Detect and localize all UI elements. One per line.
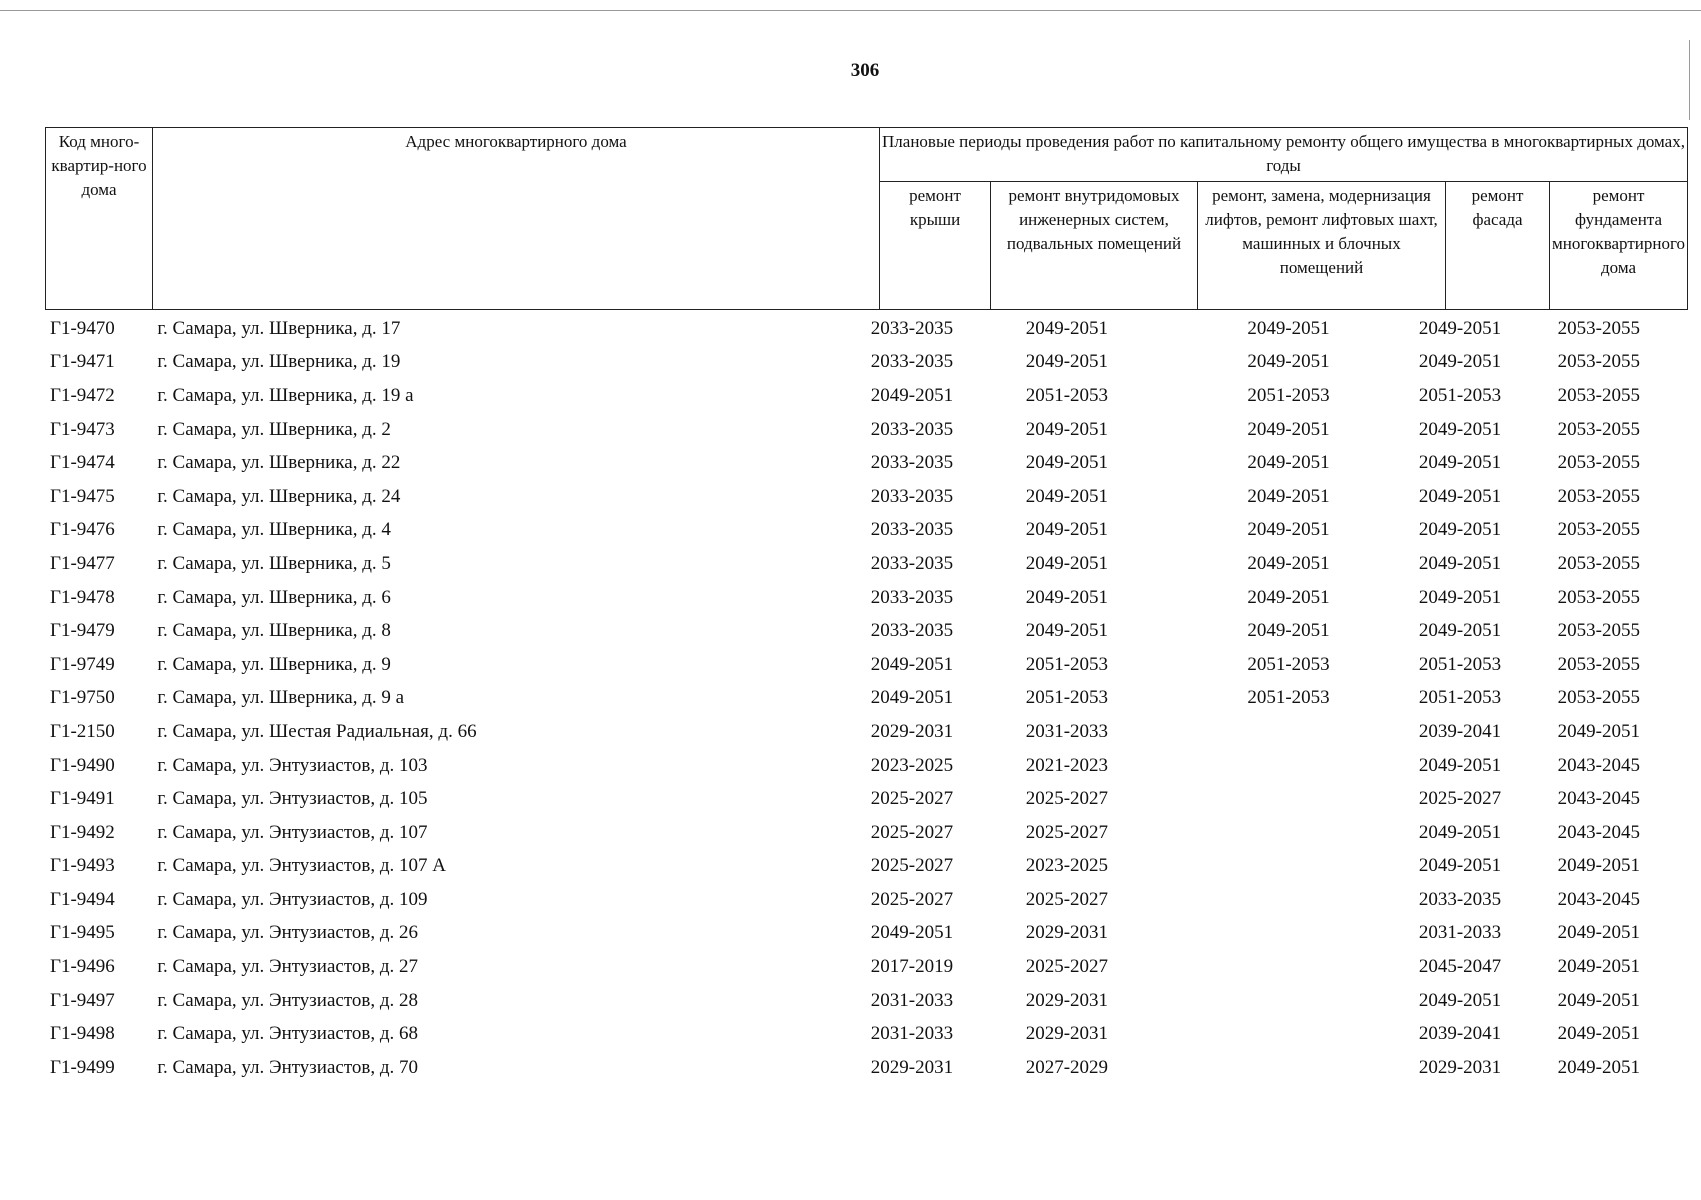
cell-foundation: 2053-2055	[1557, 653, 1640, 675]
cell-lifts: 2049-2051	[1247, 620, 1330, 642]
cell-address: г. Самара, ул. Шверника, д. 4	[157, 519, 391, 541]
cell-address: г. Самара, ул. Шверника, д. 17	[157, 317, 401, 339]
cell-address: г. Самара, ул. Шверника, д. 19 а	[157, 384, 414, 406]
cell-address: г. Самара, ул. Энтузиастов, д. 107 А	[157, 855, 447, 877]
table-row	[45, 581, 1687, 615]
header-address: Адрес многоквартирного дома	[153, 128, 880, 310]
cell-facade: 2049-2051	[1418, 620, 1502, 642]
cell-address: г. Самара, ул. Шверника, д. 8	[157, 620, 391, 642]
table-row	[45, 984, 1687, 1018]
cell-lifts: 2049-2051	[1247, 586, 1330, 608]
cell-address: г. Самара, ул. Энтузиастов, д. 109	[157, 888, 428, 910]
cell-facade: 2049-2051	[1418, 754, 1502, 776]
table-row	[45, 883, 1687, 917]
cell-lifts: 2049-2051	[1247, 418, 1330, 440]
cell-roof: 2031-2033	[870, 1023, 954, 1045]
cell-lifts: 2049-2051	[1247, 452, 1330, 474]
cell-foundation: 2043-2045	[1557, 754, 1640, 776]
cell-facade: 2051-2053	[1418, 384, 1502, 406]
cell-roof: 2029-2031	[870, 1056, 954, 1078]
table-row	[45, 782, 1687, 816]
cell-engineering: 2027-2029	[1025, 1056, 1109, 1078]
header-foundation: ремонт фундамента многоквартирного дома	[1550, 182, 1688, 310]
cell-address: г. Самара, ул. Энтузиастов, д. 103	[157, 754, 428, 776]
cell-code: Г1-9479	[50, 620, 115, 642]
cell-address: г. Самара, ул. Шверника, д. 9	[157, 653, 391, 675]
cell-roof: 2017-2019	[870, 956, 954, 978]
cell-code: Г1-9478	[50, 586, 115, 608]
cell-lifts: 2049-2051	[1247, 485, 1330, 507]
cell-engineering: 2029-2031	[1025, 989, 1109, 1011]
table-row	[45, 514, 1687, 548]
cell-roof: 2033-2035	[870, 552, 954, 574]
cell-engineering: 2049-2051	[1025, 586, 1109, 608]
cell-roof: 2033-2035	[870, 519, 954, 541]
cell-engineering: 2025-2027	[1025, 788, 1109, 810]
cell-engineering: 2025-2027	[1025, 821, 1109, 843]
cell-engineering: 2029-2031	[1025, 1023, 1109, 1045]
cell-foundation: 2049-2051	[1557, 989, 1640, 1011]
table-row	[45, 715, 1687, 749]
scan-top-rule	[0, 10, 1701, 11]
cell-facade: 2049-2051	[1418, 989, 1502, 1011]
cell-lifts: 2049-2051	[1247, 519, 1330, 541]
cell-roof: 2049-2051	[870, 653, 954, 675]
table-body	[45, 312, 1687, 1085]
cell-facade: 2049-2051	[1418, 452, 1502, 474]
header-roof: ремонт крыши	[880, 182, 991, 310]
cell-engineering: 2049-2051	[1025, 351, 1109, 373]
cell-foundation: 2053-2055	[1557, 687, 1640, 709]
cell-facade: 2049-2051	[1418, 586, 1502, 608]
cell-roof: 2033-2035	[870, 620, 954, 642]
cell-facade: 2039-2041	[1418, 720, 1502, 742]
cell-engineering: 2025-2027	[1025, 956, 1109, 978]
table-row	[45, 917, 1687, 951]
cell-foundation: 2043-2045	[1557, 788, 1640, 810]
table-row	[45, 850, 1687, 884]
cell-code: Г1-9473	[50, 418, 115, 440]
cell-code: Г1-9490	[50, 754, 115, 776]
cell-facade: 2029-2031	[1418, 1056, 1502, 1078]
cell-facade: 2049-2051	[1418, 821, 1502, 843]
cell-address: г. Самара, ул. Шверника, д. 2	[157, 418, 391, 440]
cell-foundation: 2049-2051	[1557, 922, 1640, 944]
cell-facade: 2051-2053	[1418, 653, 1502, 675]
cell-engineering: 2021-2023	[1025, 754, 1109, 776]
table-row	[45, 312, 1687, 346]
cell-foundation: 2053-2055	[1557, 317, 1640, 339]
cell-address: г. Самара, ул. Шверника, д. 22	[157, 452, 401, 474]
cell-address: г. Самара, ул. Энтузиастов, д. 27	[157, 956, 419, 978]
cell-address: г. Самара, ул. Шверника, д. 6	[157, 586, 391, 608]
cell-foundation: 2049-2051	[1557, 720, 1640, 742]
cell-foundation: 2053-2055	[1557, 620, 1640, 642]
cell-code: Г1-9750	[50, 687, 115, 709]
cell-roof: 2031-2033	[870, 989, 954, 1011]
cell-code: Г1-9475	[50, 485, 115, 507]
table-row	[45, 446, 1687, 480]
cell-facade: 2025-2027	[1418, 788, 1502, 810]
table-row	[45, 816, 1687, 850]
cell-code: Г1-9749	[50, 653, 115, 675]
cell-address: г. Самара, ул. Энтузиастов, д. 70	[157, 1056, 419, 1078]
cell-engineering: 2049-2051	[1025, 519, 1109, 541]
cell-roof: 2023-2025	[870, 754, 954, 776]
cell-roof: 2025-2027	[870, 888, 954, 910]
cell-code: Г1-9491	[50, 788, 115, 810]
page-number: 306	[850, 60, 880, 81]
cell-code: Г1-9472	[50, 384, 115, 406]
cell-facade: 2033-2035	[1418, 888, 1502, 910]
cell-facade: 2031-2033	[1418, 922, 1502, 944]
cell-roof: 2033-2035	[870, 485, 954, 507]
cell-code: Г1-9476	[50, 519, 115, 541]
cell-engineering: 2049-2051	[1025, 620, 1109, 642]
cell-address: г. Самара, ул. Энтузиастов, д. 26	[157, 922, 419, 944]
table-row	[45, 1017, 1687, 1051]
cell-roof: 2033-2035	[870, 317, 954, 339]
table-row	[45, 682, 1687, 716]
cell-code: Г1-9496	[50, 956, 115, 978]
table-row	[45, 614, 1687, 648]
cell-address: г. Самара, ул. Шверника, д. 24	[157, 485, 401, 507]
cell-engineering: 2051-2053	[1025, 653, 1109, 675]
cell-foundation: 2053-2055	[1557, 586, 1640, 608]
cell-engineering: 2029-2031	[1025, 922, 1109, 944]
table-row	[45, 346, 1687, 380]
cell-code: Г1-9470	[50, 317, 115, 339]
cell-engineering: 2049-2051	[1025, 452, 1109, 474]
cell-address: г. Самара, ул. Шверника, д. 19	[157, 351, 401, 373]
cell-foundation: 2053-2055	[1557, 452, 1640, 474]
cell-code: Г1-9493	[50, 855, 115, 877]
cell-code: Г1-9471	[50, 351, 115, 373]
cell-roof: 2029-2031	[870, 720, 954, 742]
cell-facade: 2049-2051	[1418, 351, 1502, 373]
cell-foundation: 2053-2055	[1557, 418, 1640, 440]
table-row	[45, 413, 1687, 447]
cell-foundation: 2049-2051	[1557, 855, 1640, 877]
cell-roof: 2049-2051	[870, 384, 954, 406]
cell-foundation: 2049-2051	[1557, 956, 1640, 978]
cell-code: Г1-9474	[50, 452, 115, 474]
cell-engineering: 2049-2051	[1025, 485, 1109, 507]
table-row	[45, 547, 1687, 581]
table-row	[45, 480, 1687, 514]
cell-engineering: 2025-2027	[1025, 888, 1109, 910]
cell-code: Г1-9499	[50, 1056, 115, 1078]
cell-foundation: 2043-2045	[1557, 821, 1640, 843]
cell-roof: 2033-2035	[870, 351, 954, 373]
table-row	[45, 749, 1687, 783]
cell-facade: 2049-2051	[1418, 317, 1502, 339]
cell-roof: 2025-2027	[870, 788, 954, 810]
cell-facade: 2049-2051	[1418, 552, 1502, 574]
cell-lifts: 2051-2053	[1247, 384, 1330, 406]
cell-address: г. Самара, ул. Энтузиастов, д. 107	[157, 821, 428, 843]
cell-lifts: 2049-2051	[1247, 317, 1330, 339]
table-row	[45, 950, 1687, 984]
cell-facade: 2049-2051	[1418, 519, 1502, 541]
cell-engineering: 2023-2025	[1025, 855, 1109, 877]
cell-address: г. Самара, ул. Шверника, д. 5	[157, 552, 391, 574]
cell-address: г. Самара, ул. Шверника, д. 9 а	[157, 687, 405, 709]
header-engineering: ремонт внутридомовых инженерных систем, подвальных помещений	[991, 182, 1198, 310]
cell-address: г. Самара, ул. Энтузиастов, д. 28	[157, 989, 419, 1011]
cell-facade: 2049-2051	[1418, 855, 1502, 877]
cell-foundation: 2049-2051	[1557, 1056, 1640, 1078]
cell-facade: 2045-2047	[1418, 956, 1502, 978]
cell-roof: 2049-2051	[870, 922, 954, 944]
header-code: Код много-квартир-ного дома	[46, 128, 153, 310]
cell-foundation: 2053-2055	[1557, 485, 1640, 507]
cell-code: Г1-2150	[50, 720, 115, 742]
cell-foundation: 2053-2055	[1557, 519, 1640, 541]
cell-lifts: 2051-2053	[1247, 653, 1330, 675]
cell-address: г. Самара, ул. Энтузиастов, д. 105	[157, 788, 428, 810]
table-header	[45, 127, 1688, 310]
cell-engineering: 2051-2053	[1025, 384, 1109, 406]
cell-lifts: 2051-2053	[1247, 687, 1330, 709]
cell-address: г. Самара, ул. Энтузиастов, д. 68	[157, 1023, 419, 1045]
cell-foundation: 2049-2051	[1557, 1023, 1640, 1045]
cell-engineering: 2051-2053	[1025, 687, 1109, 709]
cell-lifts: 2049-2051	[1247, 351, 1330, 373]
table-row	[45, 1051, 1687, 1085]
cell-roof: 2025-2027	[870, 855, 954, 877]
cell-roof: 2049-2051	[870, 687, 954, 709]
cell-address: г. Самара, ул. Шестая Радиальная, д. 66	[157, 720, 477, 742]
cell-foundation: 2053-2055	[1557, 351, 1640, 373]
cell-facade: 2049-2051	[1418, 485, 1502, 507]
cell-facade: 2051-2053	[1418, 687, 1502, 709]
cell-roof: 2033-2035	[870, 418, 954, 440]
cell-code: Г1-9492	[50, 821, 115, 843]
cell-engineering: 2049-2051	[1025, 552, 1109, 574]
cell-code: Г1-9498	[50, 1023, 115, 1045]
cell-code: Г1-9477	[50, 552, 115, 574]
header-lifts: ремонт, замена, модернизация лифтов, ремонт лифтовых шахт, машинных и блочных помещений	[1198, 182, 1446, 310]
cell-engineering: 2049-2051	[1025, 317, 1109, 339]
header-facade: ремонт фасада	[1446, 182, 1550, 310]
cell-foundation: 2053-2055	[1557, 384, 1640, 406]
cell-code: Г1-9494	[50, 888, 115, 910]
header-periods: Плановые периоды проведения работ по капитальному ремонту общего имущества в многоквартирных домах, годы	[880, 128, 1688, 182]
cell-engineering: 2031-2033	[1025, 720, 1109, 742]
cell-facade: 2039-2041	[1418, 1023, 1502, 1045]
cell-foundation: 2053-2055	[1557, 552, 1640, 574]
cell-roof: 2033-2035	[870, 452, 954, 474]
cell-code: Г1-9497	[50, 989, 115, 1011]
cell-foundation: 2043-2045	[1557, 888, 1640, 910]
cell-engineering: 2049-2051	[1025, 418, 1109, 440]
cell-roof: 2033-2035	[870, 586, 954, 608]
table-row	[45, 648, 1687, 682]
cell-lifts: 2049-2051	[1247, 552, 1330, 574]
table-row	[45, 379, 1687, 413]
cell-roof: 2025-2027	[870, 821, 954, 843]
cell-facade: 2049-2051	[1418, 418, 1502, 440]
cell-code: Г1-9495	[50, 922, 115, 944]
